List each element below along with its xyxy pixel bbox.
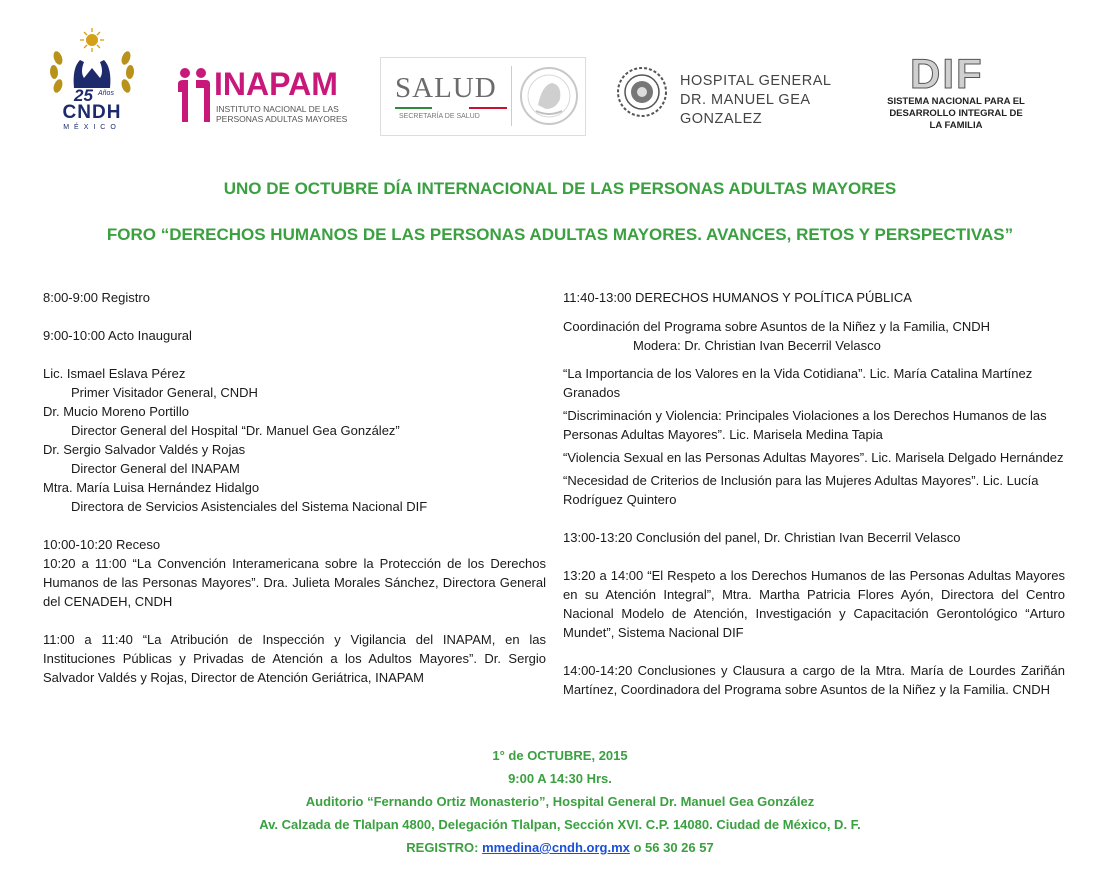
- mexico-seal-icon: [518, 65, 580, 127]
- panel-coordination: Coordinación del Programa sobre Asuntos de la Niñez y la Familia, CNDH: [563, 319, 991, 334]
- logo-row: [0, 0, 1120, 150]
- schedule-1400: 14:00-14:20 Conclusiones y Clausura a cargo de la Mtra. María de Lourdes Zariñán Martínez, Coordinadora del Programa sobre Asuntos de la Niñez y la Familia. CNDH: [563, 663, 1065, 697]
- speaker-name: Mtra. María Luisa Hernández Hidalgo: [43, 480, 260, 495]
- salud-sub: SECRETARÍA DE SALUD: [399, 113, 480, 120]
- inapam-sub: INSTITUTO NACIONAL DE LAS PERSONAS ADULTAS MAYORES: [216, 104, 348, 124]
- schedule-1100: 11:00 a 11:40 “La Atribución de Inspección y Vigilancia del INAPAM, en las Instituciones Públicas y Privadas de Atención a los Adultos Mayores”. Dr. Sergio Salvador Valdés y Rojas, Director de Atención Geriátrica, INAPAM: [43, 632, 546, 685]
- cndh-years: 25: [74, 86, 93, 105]
- salud-word: SALUD: [395, 72, 497, 104]
- inaugural-speakers: [43, 364, 546, 516]
- hospital-logo: [616, 64, 856, 127]
- registration-line: [0, 836, 1120, 859]
- panel-talk: “Violencia Sexual en las Personas Adultas Mayores”. Lic. Marisela Delgado Hernández: [563, 450, 1064, 465]
- cndh-logo: [44, 28, 140, 136]
- schedule-registro: 8:00-9:00 Registro: [43, 290, 150, 305]
- panel-talk: “Discriminación y Violencia: Principales Violaciones a los Derechos Humanos de las Personas Adultas Mayores”. Lic. Marisela Medina Tapia: [563, 408, 1047, 442]
- panel-talk: “Necesidad de Criterios de Inclusión para las Mujeres Adultas Mayores”. Lic. Lucía Rodríguez Quintero: [563, 473, 1039, 507]
- event-footer: [0, 744, 1120, 859]
- salud-logo: [380, 57, 586, 136]
- schedule-acto-inaugural: 9:00-10:00 Acto Inaugural: [43, 328, 192, 343]
- panel-conclusion: 13:00-13:20 Conclusión del panel, Dr. Christian Ivan Becerril Velasco: [563, 530, 961, 545]
- registration-phone: o 56 30 26 57: [629, 840, 714, 855]
- inapam-logo: [174, 66, 354, 128]
- panel-moderator: Modera: Dr. Christian Ivan Becerril Velasco: [633, 338, 881, 353]
- hospital-line1: HOSPITAL GENERAL: [680, 73, 832, 89]
- speaker-name: Dr. Mucio Moreno Portillo: [43, 404, 189, 419]
- program-left-column: [43, 288, 546, 687]
- program-right-column: [563, 288, 1065, 699]
- event-address: Av. Calzada de Tlalpan 4800, Delegación Tlalpan, Sección XVI. C.P. 14080. Ciudad de México, D. F.: [259, 817, 861, 832]
- speaker-role: Primer Visitador General, CNDH: [71, 385, 258, 400]
- schedule-receso: 10:00-10:20 Receso: [43, 537, 161, 552]
- hospital-line2: DR. MANUEL GEA GONZALEZ: [680, 92, 810, 127]
- schedule-1320: 13:20 a 14:00 “El Respeto a los Derechos Humanos de las Personas Adultas Mayores en su Atención Integral”, Mtra. Martha Patricia Flores Ayón, Directora del Centro Nacional Modelo de Atención, Investigación y Capacitación Gerontológico “Arturo Mundet”, Sistema Nacional DIF: [563, 568, 1065, 640]
- dif-sub: SISTEMA NACIONAL PARA EL DESARROLLO INTEGRAL DE LA FAMILIA: [887, 96, 1025, 131]
- salud-divider: [511, 66, 512, 126]
- speaker-role: Director General del Hospital “Dr. Manuel Gea González”: [71, 423, 400, 438]
- forum-title: FORO “DERECHOS HUMANOS DE LAS PERSONAS ADULTAS MAYORES. AVANCES, RETOS Y PERSPECTIVAS”: [106, 225, 1014, 244]
- cndh-years-label: Años: [98, 90, 114, 97]
- hospital-seal-icon: [616, 66, 668, 118]
- cndh-sub: MÉXICO: [63, 124, 121, 131]
- speaker-name: Lic. Ismael Eslava Pérez: [43, 366, 186, 381]
- registration-email-link[interactable]: mmedina@cndh.org.mx: [482, 840, 630, 855]
- inapam-figures-icon: [174, 66, 214, 124]
- salud-stripe: [395, 107, 507, 109]
- cndh-word: CNDH: [62, 102, 122, 123]
- speaker-name: Dr. Sergio Salvador Valdés y Rojas: [43, 442, 246, 457]
- panel-title: 11:40-13:00 DERECHOS HUMANOS Y POLÍTICA PÚBLICA: [563, 290, 912, 305]
- registration-label: REGISTRO:: [406, 840, 483, 855]
- event-date: 1° de OCTUBRE, 2015: [492, 748, 628, 763]
- event-time: 9:00 A 14:30 Hrs.: [508, 771, 612, 786]
- speaker-role: Directora de Servicios Asistenciales del Sistema Nacional DIF: [71, 499, 428, 514]
- dif-word: DIF: [910, 50, 984, 97]
- event-venue: Auditorio “Fernando Ortiz Monasterio”, Hospital General Dr. Manuel Gea González: [305, 794, 815, 809]
- hospital-name: [680, 72, 856, 129]
- event-title: UNO DE OCTUBRE DÍA INTERNACIONAL DE LAS PERSONAS ADULTAS MAYORES: [223, 179, 897, 198]
- panel-talk: “La Importancia de los Valores en la Vida Cotidiana”. Lic. María Catalina Martínez Granados: [563, 366, 1033, 400]
- speaker-role: Director General del INAPAM: [71, 461, 240, 476]
- inapam-word: INAPAM: [214, 66, 338, 102]
- dif-logo: [886, 50, 1026, 138]
- schedule-1020: 10:20 a 11:00 “La Convención Interamericana sobre la Protección de los Derechos Humanos de las Personas Mayores”. Dra. Julieta Morales Sánchez, Directora General del CENADEH, CNDH: [43, 556, 546, 609]
